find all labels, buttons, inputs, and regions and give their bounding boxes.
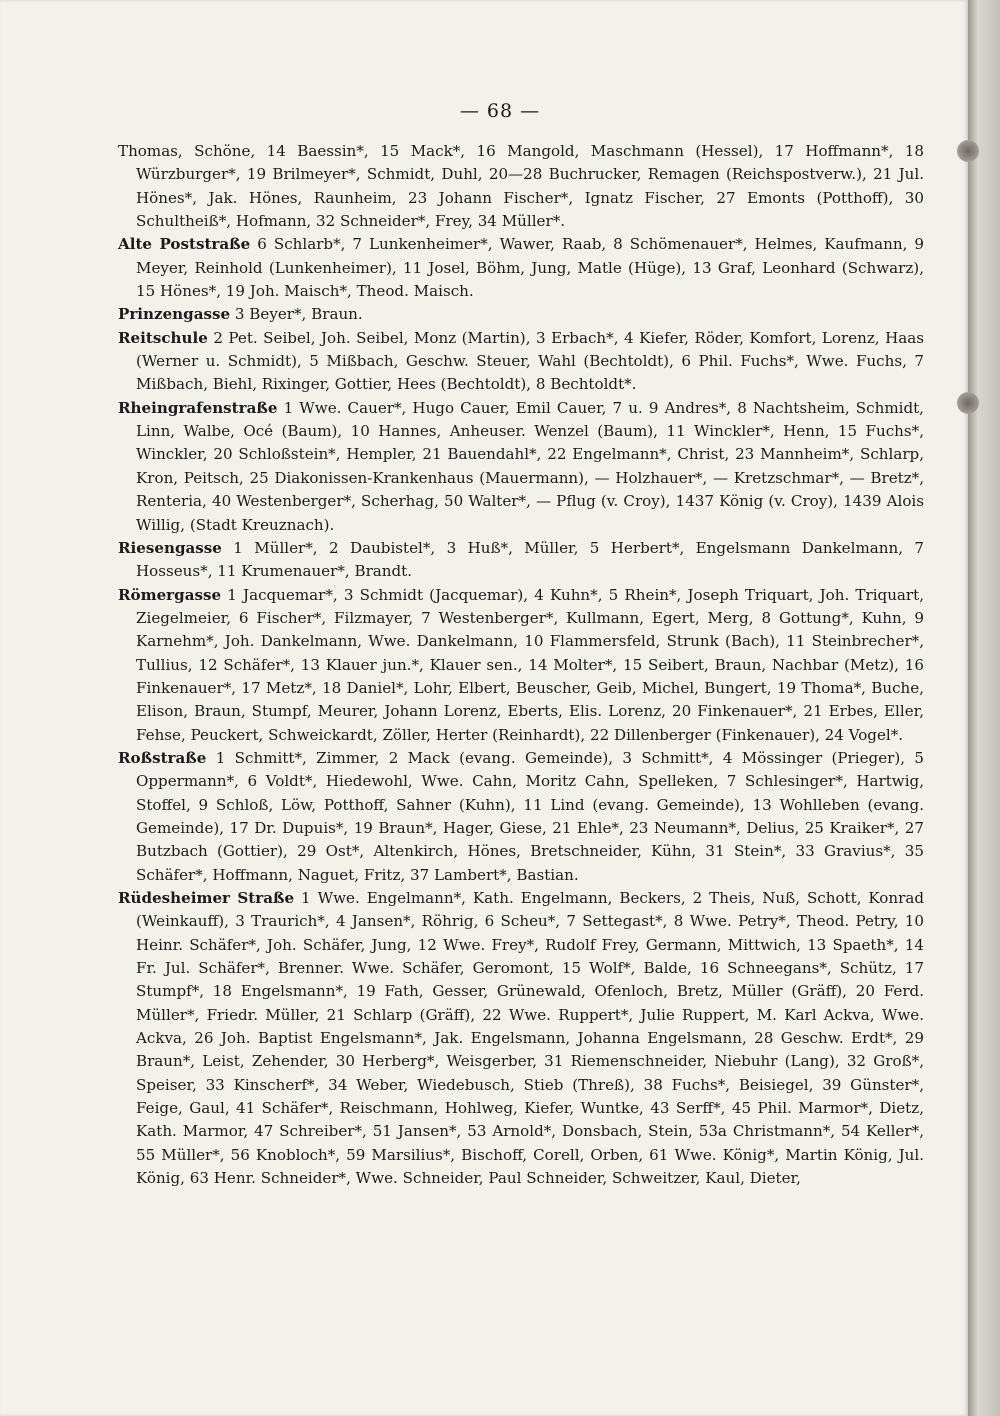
binding-hole [957, 392, 979, 414]
residents-list: 1 Schmitt*, Zimmer, 2 Mack (evang. Gemeinde), 3 Schmitt*, 4 Mössinger (Prieger), 5 Oppermann*, 6 Voldt*, Hiedewohl, Wwe. Cahn, Moritz Cahn, Spelleken, 7 Schlesinger*, Hartwig, Stoffel, 9 Schloß, Löw, Potthoff, Sahner (Kuhn), 11 Lind (evang. Gemeinde), 13 Wohlleben (evang. Gemeinde), 17 Dr. Dupuis*, 19 Braun*, Hager, Giese, 21 Ehle*, 23 Neumann*, Delius, 25 Kraiker*, 27 Butzbach (Gottier), 29 Ost*, Altenkirch, Hönes, Bretschneider, Kühn, 31 Stein*, 33 Gravius*, 35 Schäfer*, Hoffmann, Naguet, Fritz, 37 Lambert*, Bastian. [136, 748, 924, 884]
page-number: — 68 — [459, 100, 541, 122]
directory-entry [118, 537, 924, 584]
directory-entry [118, 327, 924, 397]
street-name: Rüdesheimer Straße [118, 889, 295, 907]
residents-list: Thomas, Schöne, 14 Baessin*, 15 Mack*, 16 Mangold, Maschmann (Hessel), 17 Hoffmann*, 18 Würzburger*, 19 Brilmeyer*, Schmidt, Duhl, 20—28 Buchrucker, Remagen (Reichspostverw.), 21 Jul. Hönes*, Jak. Hönes, Raunheim, 23 Johann Fischer*, Ignatz Fischer, 27 Emonts (Potthoff), 30 Schultheiß*, Hofmann, 32 Schneider*, Frey, 34 Müller*. [118, 142, 924, 231]
residents-list: 1 Müller*, 2 Daubistel*, 3 Huß*, Müller, 5 Herbert*, Engelsmann Dankelmann, 7 Hosseus*, 11 Krumenauer*, Brandt. [136, 538, 924, 581]
residents-list: 1 Wwe. Engelmann*, Kath. Engelmann, Beckers, 2 Theis, Nuß, Schott, Konrad (Weinkauff), 3 Traurich*, 4 Jansen*, Röhrig, 6 Scheu*, 7 Settegast*, 8 Wwe. Petry*, Theod. Petry, 10 Heinr. Schäfer*, Joh. Schäfer, Jung, 12 Wwe. Frey*, Rudolf Frey, Germann, Mittwich, 13 Spaeth*, 14 Fr. Jul. Schäfer*, Brenner. Wwe. Schäfer, Geromont, 15 Wolf*, Balde, 16 Schneegans*, Schütz, 17 Stumpf*, 18 Engelsmann*, 19 Fath, Gesser, Grünewald, Ofenloch, Bretz, Müller (Gräff), 20 Ferd. Müller*, Friedr. Müller, 21 Schlarp (Gräff), 22 Wwe. Ruppert*, Julie Ruppert, M. Karl Ackva, Wwe. Ackva, 26 Joh. Baptist Engelsmann*, Jak. Engelsmann, Johanna Engelsmann, 28 Geschw. Erdt*, 29 Braun*, Leist, Zehender, 30 Herberg*, Weisgerber, 31 Riemenschneider, Niebuhr (Lang), 32 Groß*, Speiser, 33 Kinscherf*, 34 Weber, Wiedebusch, Stieb (Threß), 38 Fuchs*, Beisiegel, 39 Günster*, Feige, Gaul, 41 Schäfer*, Reischmann, Hohlweg, Kiefer, Wuntke, 43 Serff*, 45 Phil. Marmor*, Dietz, Kath. Marmor, 47 Schreiber*, 51 Jansen*, 53 Arnold*, Donsbach, Stein, 53a Christmann*, 54 Keller*, 55 Müller*, 56 Knobloch*, 59 Marsilius*, Bischoff, Corell, Orben, 61 Wwe. König*, Martin König, Jul. König, 63 Henr. Schneider*, Wwe. Schneider, Paul Schneider, Schweitzer, Kaul, Dieter, [136, 889, 924, 1188]
street-name: Rheingrafenstraße [118, 398, 278, 417]
residents-list: 2 Pet. Seibel, Joh. Seibel, Monz (Martin), 3 Erbach*, 4 Kiefer, Röder, Komfort, Lorenz, Haas (Werner u. Schmidt), 5 Mißbach, Geschw. Steuer, Wahl (Bechtoldt), 6 Phil. Fuchs*, Wwe. Fuchs, 7 Mißbach, Biehl, Rixinger, Gottier, Hees (Bechtoldt), 8 Bechtoldt*. [136, 328, 924, 394]
street-name: Römergasse [118, 585, 222, 604]
directory-entry [118, 747, 924, 887]
binding-hole [957, 140, 979, 162]
page-edge [968, 0, 1000, 1416]
street-name: Prinzengasse [118, 305, 231, 324]
residents-list: 1 Wwe. Cauer*, Hugo Cauer, Emil Cauer, 7 u. 9 Andres*, 8 Nachtsheim, Schmidt, Linn, Walbe, Océ (Baum), 10 Hannes, Anheuser. Wenzel (Baum), 11 Winckler*, Henn, 15 Fuchs*, Winckler, 20 Schloßstein*, Hempler, 21 Bauendahl*, 22 Engelmann*, Christ, 23 Mannheim*, Schlarp, Kron, Peitsch, 25 Diakonissen-Krankenhaus (Mauermann), — Holzhauer*, — Kretzschmar*, — Bretz*, Renteria, 40 Westenberger*, Scherhag, 50 Walter*, — Pflug (v. Croy), 1437 König (v. Croy), 1439 Alois Willig, (Stadt Kreuznach). [136, 398, 924, 534]
directory-listing [118, 140, 924, 1190]
directory-entry [118, 303, 924, 326]
street-name: Reitschule [118, 328, 208, 347]
street-name: Roßstraße [118, 748, 207, 767]
directory-entry [118, 584, 924, 747]
street-name: Riesengasse [118, 538, 222, 557]
directory-entry [118, 140, 924, 233]
residents-list: 3 Beyer*, Braun. [234, 305, 363, 324]
residents-list: 6 Schlarb*, 7 Lunkenheimer*, Wawer, Raab, 8 Schömenauer*, Helmes, Kaufmann, 9 Meyer, Reinhold (Lunkenheimer), 11 Josel, Böhm, Jung, Matle (Hüge), 13 Graf, Leonhard (Schwarz), 15 Hönes*, 19 Joh. Maisch*, Theod. Maisch. [136, 235, 924, 301]
residents-list: 1 Jacquemar*, 3 Schmidt (Jacquemar), 4 Kuhn*, 5 Rhein*, Joseph Triquart, Joh. Triquart, Ziegelmeier, 6 Fischer*, Filzmayer, 7 Westenberger*, Kullmann, Egert, Merg, 8 Gottung*, Kuhn, 9 Karnehm*, Joh. Dankelmann, Wwe. Dankelmann, 10 Flammersfeld, Strunk (Bach), 11 Steinbrecher*, Tullius, 12 Schäfer*, 13 Klauer jun.*, Klauer sen., 14 Molter*, 15 Seibert, Braun, Nachbar (Metz), 16 Finkenauer*, 17 Metz*, 18 Daniel*, Lohr, Elbert, Beuscher, Geib, Michel, Bungert, 19 Thoma*, Buche, Elison, Braun, Stumpf, Meurer, Johann Lorenz, Eberts, Elis. Lorenz, 20 Finkenauer*, 21 Erbes, Eller, Fehse, Peuckert, Schweickardt, Zöller, Herter (Reinhardt), 22 Dillenberger (Finkenauer), 24 Vogel*. [136, 585, 924, 744]
directory-entry [118, 233, 924, 303]
directory-entry [118, 397, 924, 537]
directory-entry [118, 887, 924, 1190]
street-name: Alte Poststraße [118, 235, 251, 254]
